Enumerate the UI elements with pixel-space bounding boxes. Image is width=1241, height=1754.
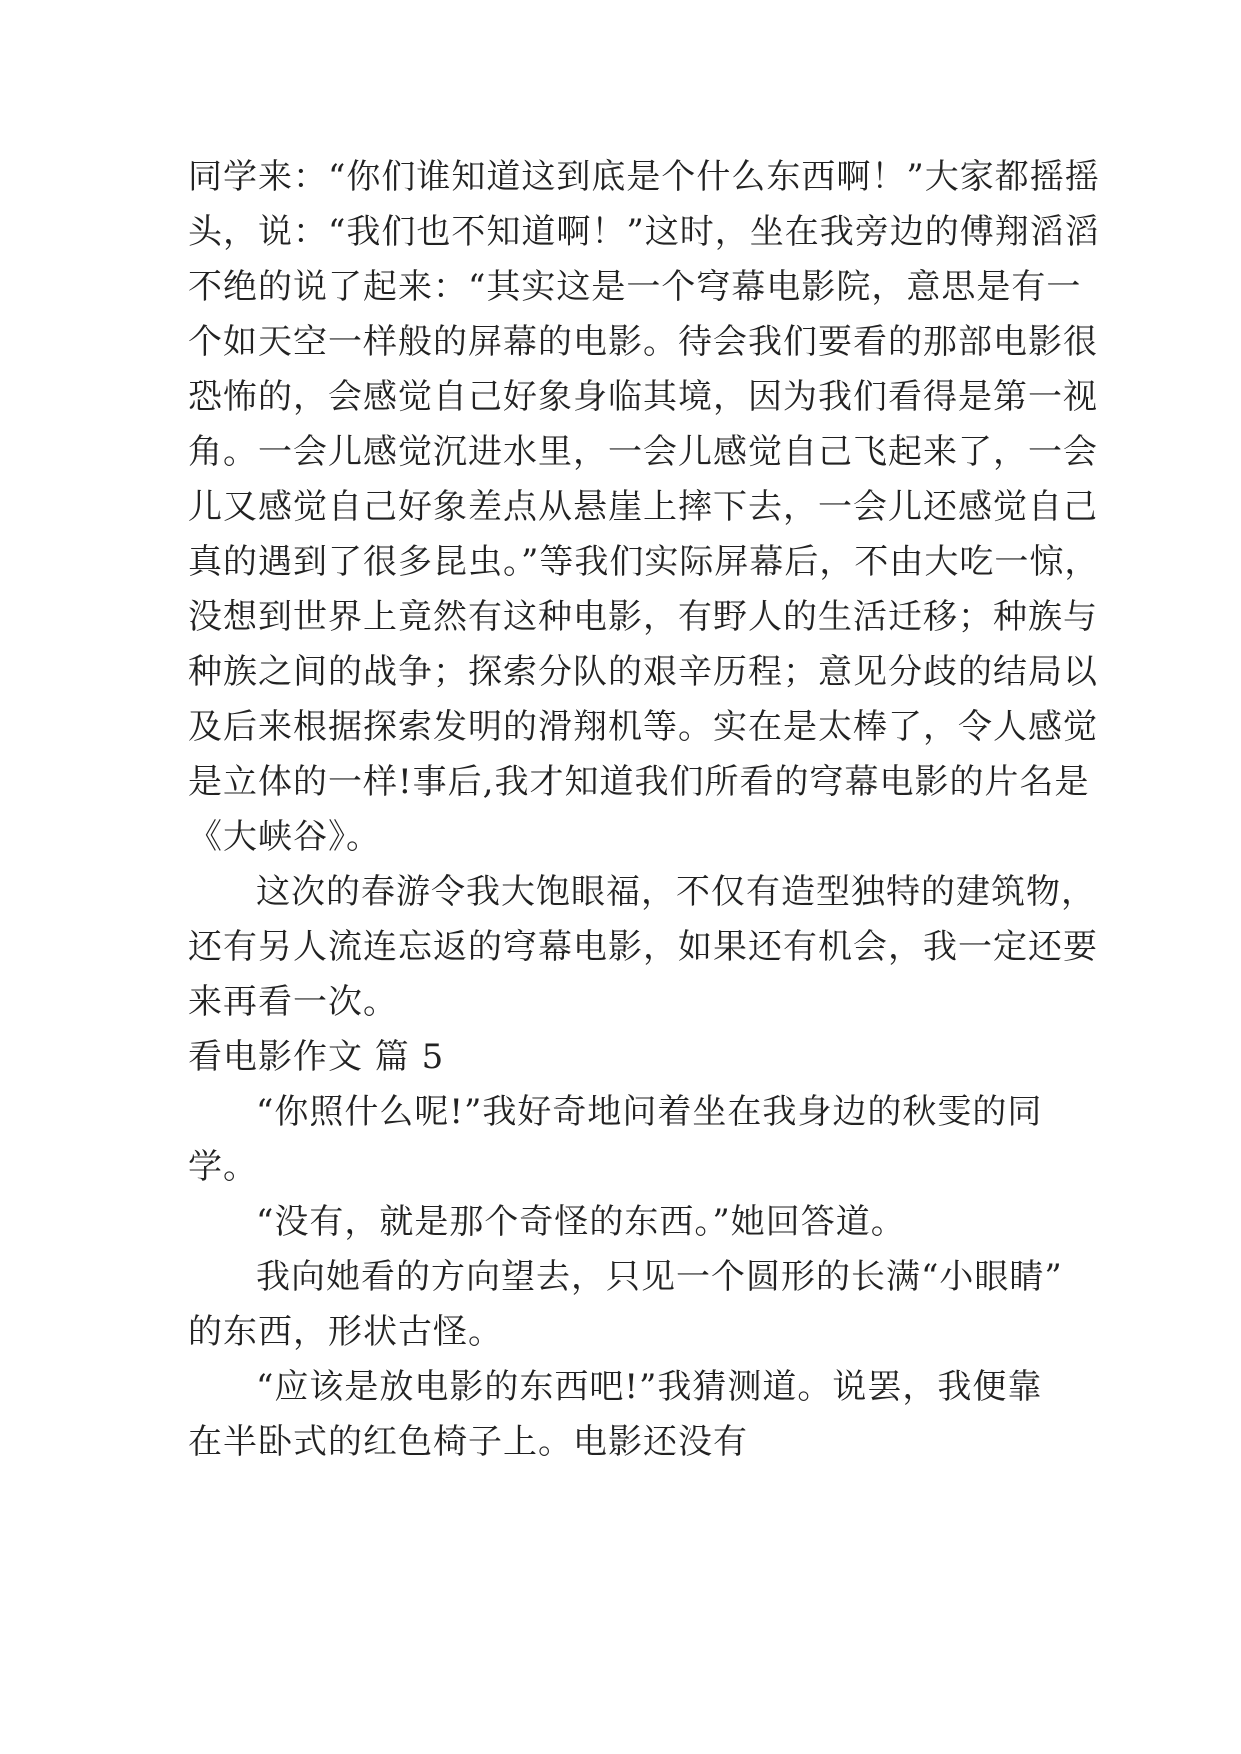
text-line: 来再看一次。 <box>188 982 398 1022</box>
text-line: 在半卧式的红色椅子上。电影还没有 <box>188 1422 748 1462</box>
text-line: 真的遇到了很多昆虫。”等我们实际屏幕后，不由大吃一惊， <box>188 542 1100 582</box>
text-line: 没想到世界上竟然有这种电影，有野人的生活迁移；种族与 <box>188 597 1098 637</box>
text-line: 种族之间的战争；探索分队的艰辛历程；意见分歧的结局以 <box>188 652 1098 692</box>
text-line: 儿又感觉自己好象差点从悬崖上摔下去，一会儿还感觉自己 <box>188 487 1098 527</box>
section-heading: 看电影作文 篇 5 <box>188 1037 445 1077</box>
text-line: 的东西，形状古怪。 <box>188 1312 503 1352</box>
text-line: 同学来：“你们谁知道这到底是个什么东西啊！”大家都摇摇 <box>188 157 1100 197</box>
paragraph-start-line: 我向她看的方向望去，只见一个圆形的长满“小眼睛” <box>256 1257 1063 1297</box>
text-line: 还有另人流连忘返的穹幕电影，如果还有机会，我一定还要 <box>188 927 1098 967</box>
text-line: 及后来根据探索发明的滑翔机等。实在是太棒了，令人感觉 <box>188 707 1098 747</box>
text-line: 个如天空一样般的屏幕的电影。待会我们要看的那部电影很 <box>188 322 1098 362</box>
text-line: 头，说：“我们也不知道啊！”这时，坐在我旁边的傅翔滔滔 <box>188 212 1100 252</box>
paragraph-start-line: “没有，就是那个奇怪的东西。”她回答道。 <box>256 1202 906 1242</box>
text-line: 不绝的说了起来：“其实这是一个穹幕电影院，意思是有一 <box>188 267 1082 307</box>
text-line: 是立体的一样!事后,我才知道我们所看的穹幕电影的片名是 <box>188 762 1090 802</box>
text-line: 《大峡谷》。 <box>188 817 381 857</box>
paragraph-start-line: 这次的春游令我大饱眼福，不仅有造型独特的建筑物， <box>256 872 1096 912</box>
text-line: 恐怖的，会感觉自己好象身临其境，因为我们看得是第一视 <box>188 377 1098 417</box>
text-line: 学。 <box>188 1147 258 1187</box>
paragraph-start-line: “你照什么呢!”我好奇地问着坐在我身边的秋雯的同 <box>256 1092 1043 1132</box>
text-line: 角。一会儿感觉沉进水里，一会儿感觉自己飞起来了，一会 <box>188 432 1098 472</box>
document-body <box>188 150 1100 1470</box>
paragraph-start-line: “应该是放电影的东西吧!”我猜测道。说罢，我便靠 <box>256 1367 1043 1407</box>
